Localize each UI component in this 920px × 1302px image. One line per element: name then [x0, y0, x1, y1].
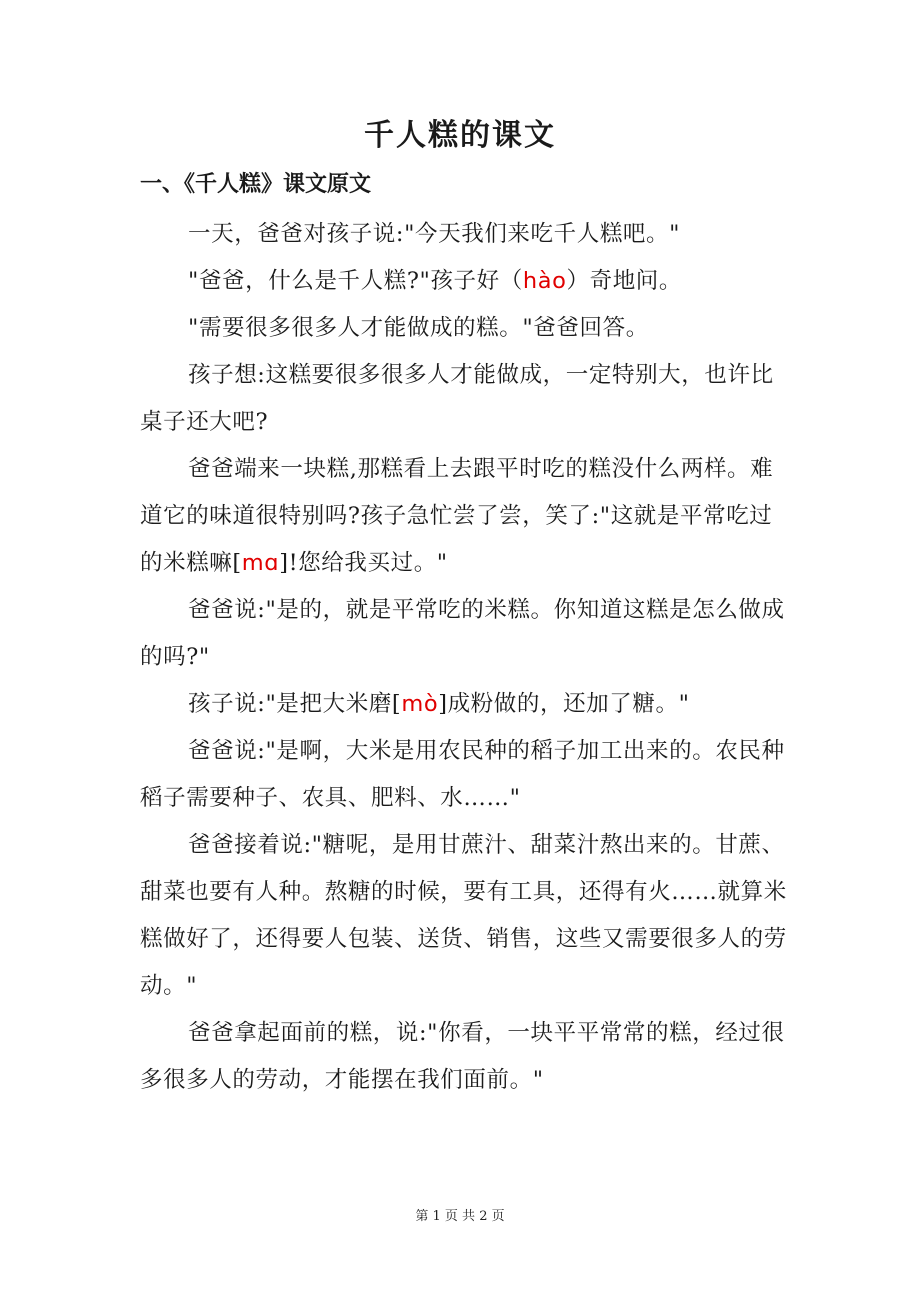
paragraph-text: 爸爸端来一块糕,那糕看上去跟平时吃的糕没什么两样。难道它的味道很特别吗?孩子急忙尝了尝，笑了:"这就是平常吃过的米糕嘛[	[140, 456, 774, 576]
paragraph-text: "需要很多很多人才能做成的糕。"爸爸回答。	[188, 315, 649, 341]
section-heading: 一、《千人糕》课文原文	[140, 172, 372, 197]
paragraph-text: ）奇地问。	[566, 268, 683, 294]
paragraph	[140, 587, 788, 681]
paragraph	[140, 305, 788, 352]
paragraph-text: ]成粉做的，还加了糖。"	[438, 691, 690, 717]
paragraph-text: 孩子说:"是把大米磨[	[188, 691, 402, 717]
paragraph-text: 爸爸说:"是啊，大米是用农民种的稻子加工出来的。农民种稻子需要种子、农具、肥料、水……"	[140, 738, 785, 811]
lesson-body	[140, 211, 788, 1104]
paragraph	[140, 1010, 788, 1104]
paragraph-text: ]!您给我买过。"	[279, 550, 448, 576]
page-footer: 第 1 页 共 2 页	[415, 1209, 505, 1224]
pinyin-annotation: mɑ	[241, 550, 280, 576]
paragraph	[140, 446, 788, 587]
paragraph	[140, 728, 788, 822]
pinyin-annotation: hào	[522, 268, 567, 294]
paragraph	[140, 681, 788, 728]
paragraph-text: 爸爸说:"是的，就是平常吃的米糕。你知道这糕是怎么做成的吗?"	[140, 597, 785, 670]
paragraph-text: 爸爸接着说:"糖呢，是用甘蔗汁、甜菜汁熬出来的。甘蔗、甜菜也要有人种。熬糖的时候，要有工具，还得有火……就算米糕做好了，还得要人包装、送货、销售，这些又需要很多人的劳动。"	[140, 832, 787, 999]
paragraph	[140, 258, 788, 305]
paragraph-text: 孩子想:这糕要很多很多人才能做成，一定特别大，也许比桌子还大吧?	[140, 362, 774, 435]
paragraph	[140, 352, 788, 446]
page-title: 千人糕的课文	[364, 118, 556, 153]
paragraph	[140, 822, 788, 1010]
paragraph-text: "爸爸，什么是千人糕?"孩子好（	[188, 268, 523, 294]
paragraph	[140, 211, 788, 258]
paragraph-text: 一天，爸爸对孩子说:"今天我们来吃千人糕吧。"	[188, 221, 681, 247]
paragraph-text: 爸爸拿起面前的糕，说:"你看，一块平平常常的糕，经过很多很多人的劳动，才能摆在我们面前。"	[140, 1020, 785, 1093]
pinyin-annotation: mò	[401, 691, 439, 717]
